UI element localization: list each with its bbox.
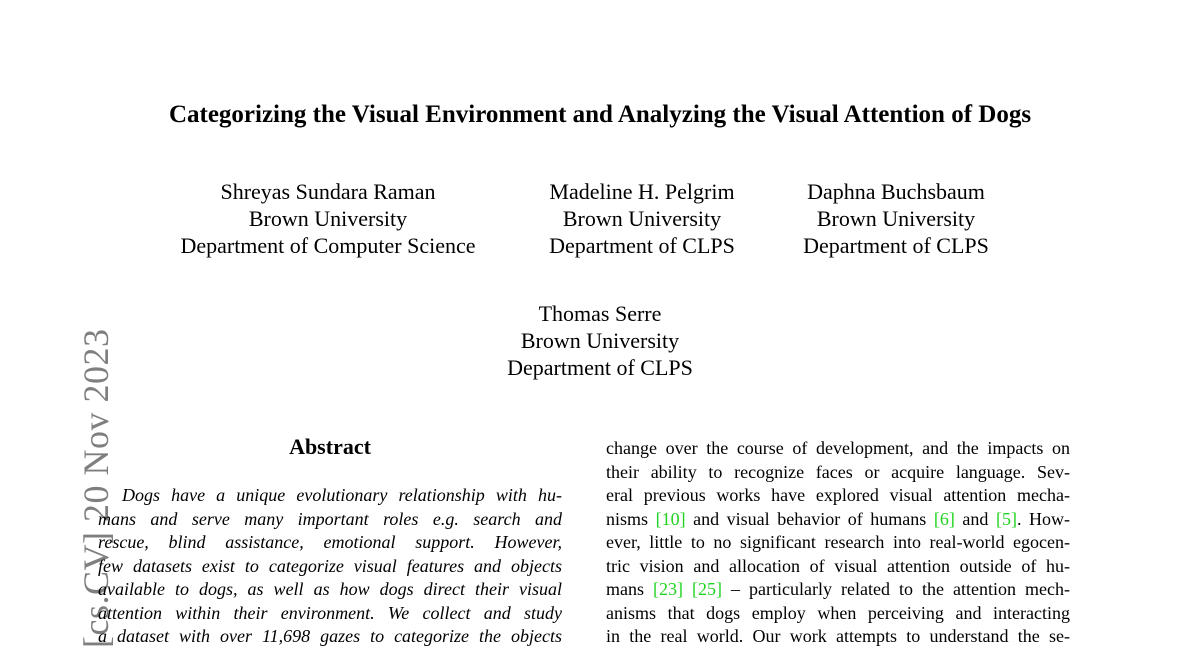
body-line [606,508,1070,532]
author-department: Department of CLPS [507,355,693,380]
author-block-2 [522,178,762,259]
abstract-line: attention within their environment. We collect and study [98,602,562,623]
body-line: eral previous works have explored visual attention mecha- [606,485,1070,505]
arxiv-identifier-stamp [24,300,116,648]
author-name: Madeline H. Pelgrim [549,179,735,204]
author-block-4 [440,300,760,381]
author-department: Department of CLPS [803,233,989,258]
abstract-line: available to dogs, as well as how dogs direct their visual [98,579,562,599]
author-department: Department of CLPS [549,233,735,258]
abstract-body [98,484,562,649]
body-line: anisms that dogs employ when perceiving and interacting [606,602,1070,623]
citation-link[interactable]: [6] [933,508,955,529]
text-run: . How- [1016,508,1071,529]
text-run: and visual behavior of humans [685,508,934,529]
text-run: – particularly related to the attention mech- [722,579,1070,599]
author-department: Department of Computer Science [180,233,476,258]
author-affiliation: Brown University [816,206,976,231]
author-affiliation: Brown University [248,206,408,231]
body-line: in the real world. Our work attempts to understand the se- [606,626,1070,646]
intro-column-text [606,437,1070,649]
body-line: ever, little to no significant research into real-world egocen- [606,532,1070,552]
text-run: nisms [606,508,656,529]
body-line: tric vision and allocation of visual attention outside of hu- [606,555,1070,576]
text-run: and [954,508,996,529]
author-affiliation: Brown University [562,206,722,231]
paper-title: Categorizing the Visual Environment and Analyzing the Visual Attention of Dogs [168,101,1032,128]
author-block-1 [150,178,506,259]
body-line [606,578,1070,602]
author-name: Shreyas Sundara Raman [220,179,436,204]
citation-link[interactable]: [5] [995,508,1017,529]
body-line: change over the course of development, and the impacts on [606,438,1070,458]
abstract-line: few datasets exist to categorize visual features and objects [98,555,562,576]
citation-link[interactable]: [25] [692,579,723,599]
abstract-line: mans and serve many important roles e.g. search and [98,508,562,529]
author-block-3 [780,178,1012,259]
body-line: their ability to recognize faces or acquire language. Sev- [606,461,1070,482]
abstract-line: rescue, blind assistance, emotional support. However, [98,532,562,552]
abstract-line: Dogs have a unique evolutionary relationship with hu- [122,485,562,505]
author-affiliation: Brown University [520,328,680,353]
abstract-heading: Abstract [289,434,371,459]
arxiv-identifier-text: [cs.CV] 20 Nov 2023 [76,328,116,648]
author-name: Thomas Serre [538,301,662,326]
abstract-line: a dataset with over 11,698 gazes to categorize the objects [98,626,562,646]
citation-link[interactable]: [10] [655,508,686,529]
author-name: Daphna Buchsbaum [807,179,985,204]
text-run: mans [606,579,654,599]
text-run [683,579,692,599]
citation-link[interactable]: [23] [653,579,684,599]
